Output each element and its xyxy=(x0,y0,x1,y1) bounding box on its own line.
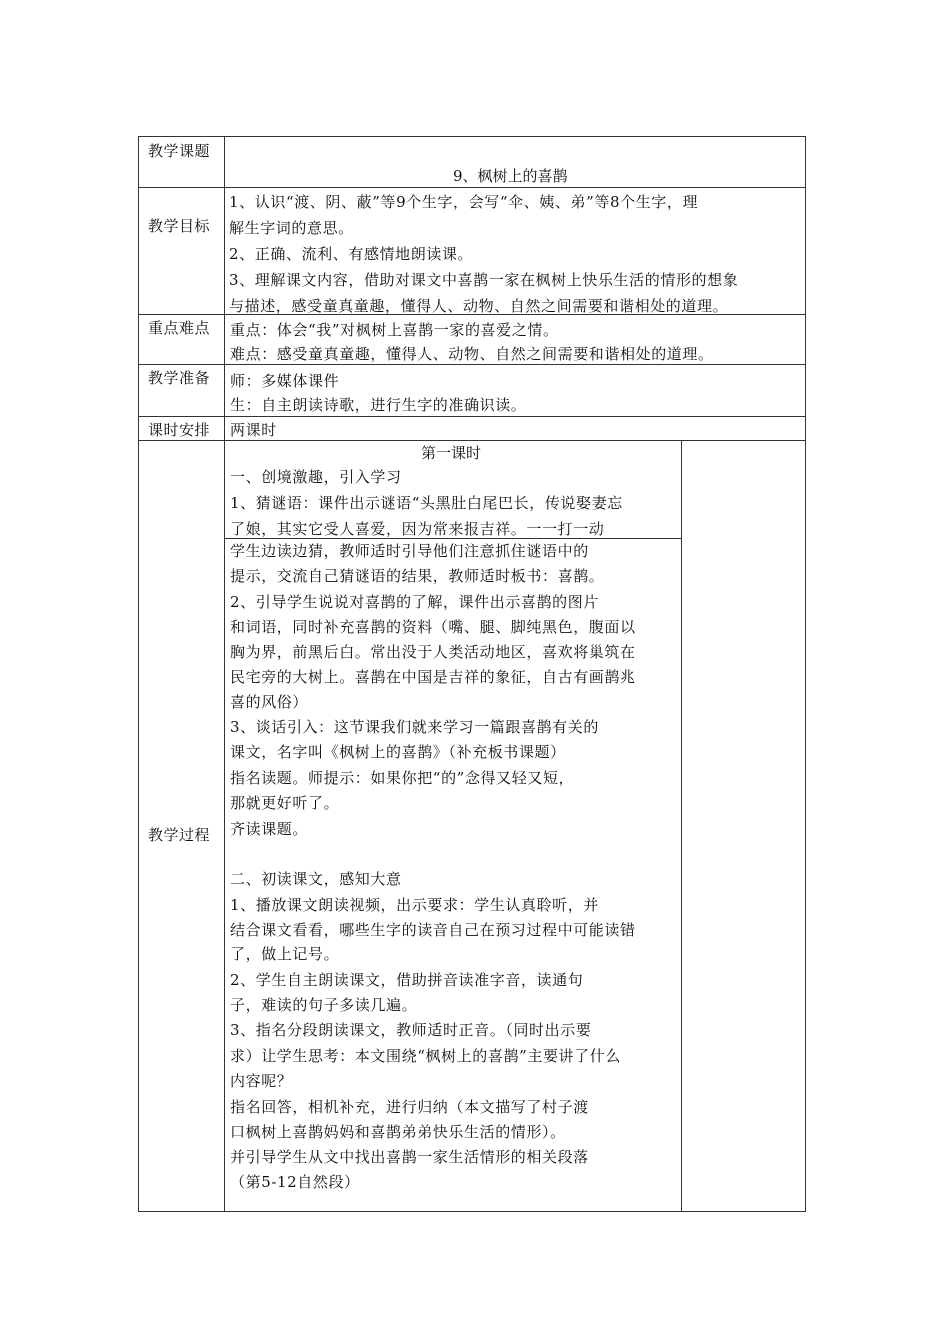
label-process: 教学过程 xyxy=(148,826,211,844)
prep-line: 生：自主朗读诗歌，进行生字的准确识读。 xyxy=(230,396,527,414)
label-goals: 教学目标 xyxy=(148,217,211,235)
keypoint-line: 重点：体会“我”对枫树上喜鹊一家的喜爱之情。 xyxy=(230,321,559,339)
prep-line: 师：多媒体课件 xyxy=(230,372,340,390)
process-line: 指名回答，相机补充，进行归纳（本文描写了村子渡 xyxy=(230,1098,589,1116)
label-hours: 课时安排 xyxy=(148,421,211,439)
process-line: 学生边读边猜，教师适时引导他们注意抓住谜语中的 xyxy=(230,542,589,560)
lesson-title: 第一课时 xyxy=(421,444,482,462)
process-line: 课文，名字叫《枫树上的喜鹊》（补充板书课题） xyxy=(230,743,566,761)
notes-column-divider xyxy=(681,440,682,1212)
goals-line: 1、认识“渡、阴、蔽”等9个生字，会写“伞、姨、弟”等8个生字，理 xyxy=(229,193,699,211)
table-border-bottom xyxy=(138,1211,806,1212)
process-line: 了，做上记号。 xyxy=(230,945,340,963)
process-line: 齐读课题。 xyxy=(230,820,309,838)
goals-line: 3、理解课文内容，借助对课文中喜鹊一家在枫树上快乐生活的情形的想象 xyxy=(229,271,739,289)
process-line: 胸为界，前黑后白。常出没于人类活动地区，喜欢将巢筑在 xyxy=(230,643,636,661)
hours-value: 两课时 xyxy=(230,421,277,439)
table-border-left xyxy=(138,136,139,1212)
process-line: 并引导学生从文中找出喜鹊一家生活情形的相关段落 xyxy=(230,1148,589,1166)
keypoint-line: 难点：感受童真童趣，懂得人、动物、自然之间需要和谐相处的道理。 xyxy=(230,345,714,363)
topic-title: 9、枫树上的喜鹊 xyxy=(453,167,568,185)
label-topic: 教学课题 xyxy=(148,142,211,160)
process-line: 3、指名分段朗读课文，教师适时正音。（同时出示要 xyxy=(230,1021,592,1039)
row-divider-topic xyxy=(138,187,806,188)
process-top-block xyxy=(230,465,680,537)
table-border-right xyxy=(805,136,806,1212)
process-line: 2、学生自主朗读课文，借助拼音读准字音，读通句 xyxy=(230,971,584,989)
process-line: 和词语，同时补充喜鹊的资料（嘴、腿、脚纯黑色，腹面以 xyxy=(230,618,636,636)
goals-line: 解生字词的意思。 xyxy=(229,219,354,237)
goals-line: 2、正确、流利、有感情地朗读课。 xyxy=(229,245,474,263)
process-line: 1、猜谜语：课件出示谜语“头黑肚白尾巴长，传说娶妻忘 xyxy=(230,494,623,512)
process-line: 结合课文看看，哪些生字的读音自己在预习过程中可能读错 xyxy=(230,921,636,939)
process-line: 了娘，其实它受人喜爱，因为常来报吉祥。一一打一动 xyxy=(230,520,605,537)
goals-cell xyxy=(229,190,803,314)
process-line: 求）让学生思考：本文围绕“枫树上的喜鹊”主要讲了什么 xyxy=(230,1047,621,1065)
table-border-top xyxy=(138,136,806,137)
process-line: 那就更好听了。 xyxy=(230,794,340,812)
label-column-divider xyxy=(224,136,225,1212)
process-line: 喜的风俗） xyxy=(230,693,309,711)
goals-line: 与描述，感受童真童趣，懂得人、动物、自然之间需要和谐相处的道理。 xyxy=(229,297,729,314)
process-line: 内容呢？ xyxy=(230,1072,293,1090)
process-line: 一、创境激趣，引入学习 xyxy=(230,468,402,486)
process-line: 口枫树上喜鹊妈妈和喜鹊弟弟快乐生活的情形）。 xyxy=(230,1123,566,1141)
process-line: 指名读题。师提示：如果你把“的”念得又轻又短， xyxy=(230,769,575,787)
label-keypoints: 重点难点 xyxy=(148,319,211,337)
label-prep: 教学准备 xyxy=(148,369,211,387)
process-line: 二、初读课文，感知大意 xyxy=(230,870,402,888)
process-line: 子，难读的句子多读几遍。 xyxy=(230,996,418,1014)
process-line: 民宅旁的大树上。喜鹊在中国是吉祥的象征，自古有画鹊兆 xyxy=(230,668,636,686)
row-divider-goals xyxy=(138,314,806,315)
process-line: 2、引导学生说说对喜鹊的了解，课件出示喜鹊的图片 xyxy=(230,593,599,611)
process-line: 提示，交流自己猜谜语的结果，教师适时板书：喜鹊。 xyxy=(230,567,605,585)
process-line: （第5-12自然段） xyxy=(230,1173,360,1191)
process-body xyxy=(230,538,680,1198)
process-line: 3、谈话引入：这节课我们就来学习一篇跟喜鹊有关的 xyxy=(230,718,599,736)
process-line: 1、播放课文朗读视频，出示要求：学生认真聆听，并 xyxy=(230,896,599,914)
